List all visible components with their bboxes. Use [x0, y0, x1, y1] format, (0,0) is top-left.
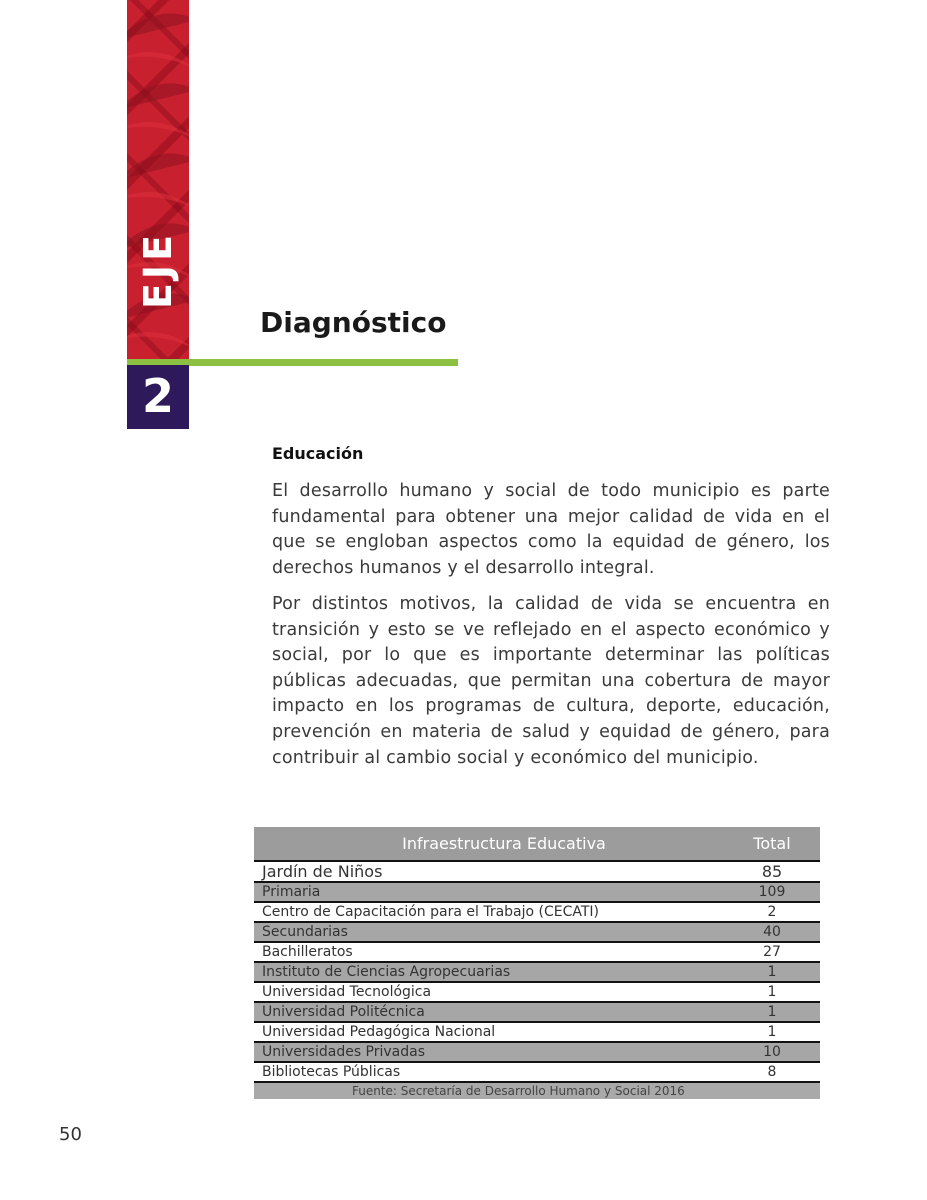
table-row: [254, 941, 820, 961]
row-value: 40: [763, 924, 781, 940]
table-row: [254, 901, 820, 921]
axis-number: 2: [141, 369, 174, 423]
row-label: Universidades Privadas: [262, 1044, 426, 1060]
table-row: [254, 860, 820, 881]
table-row: [254, 1041, 820, 1061]
row-value: 1: [767, 1024, 777, 1040]
row-label: Jardín de Niños: [262, 862, 383, 881]
section-heading: Educación: [272, 444, 364, 463]
row-label: Instituto de Ciencias Agropecuarias: [262, 964, 511, 980]
row-label: Centro de Capacitación para el Trabajo (CECATI): [262, 904, 600, 920]
row-label: Bibliotecas Públicas: [262, 1064, 401, 1080]
table-row: [254, 1001, 820, 1021]
table-header: [254, 827, 820, 860]
table-row: [254, 1061, 820, 1081]
row-label: Universidad Tecnológica: [262, 984, 432, 1000]
row-label: Universidad Politécnica: [262, 1004, 425, 1020]
row-value: 85: [761, 862, 783, 881]
table-row: [254, 1021, 820, 1041]
table-row: [254, 981, 820, 1001]
paragraph-1: El desarrollo humano y social de todo municipio es parte fundamental para obtener una mejor calidad de vida en el que se engloban aspectos como la equidad de género, los derechos humanos y el desarrollo integral.: [272, 481, 830, 578]
header-infraestructura: Infraestructura Educativa: [402, 834, 606, 853]
row-value: 1: [767, 984, 777, 1000]
row-value: 10: [763, 1044, 781, 1060]
axis-label: EJE: [136, 230, 180, 310]
paragraph-2: Por distintos motivos, la calidad de vida se encuentra en transición y esto se ve reflejado en el aspecto económico y social, por lo que es importante determinar las políticas públicas adecuadas, que permitan una cobertura de mayor impacto en los programas de cultura, deporte, educación, prevención en materia de salud y equidad de género, para contribuir al cambio social y económico del municipio.: [272, 594, 830, 768]
row-label: Universidad Pedagógica Nacional: [262, 1024, 496, 1040]
row-value: 1: [767, 964, 777, 980]
row-value: 27: [763, 944, 781, 960]
table-source: Fuente: Secretaría de Desarrollo Humano y Social 2016: [254, 1081, 820, 1099]
row-value: 109: [758, 884, 786, 900]
infrastructure-table: [254, 827, 820, 1099]
row-value: 2: [767, 904, 777, 920]
axis-number-box: [127, 365, 189, 429]
table-row: [254, 921, 820, 941]
row-label: Secundarias: [262, 924, 348, 940]
page-number: 50: [59, 1124, 82, 1145]
header-total: Total: [753, 834, 791, 853]
table-row: [254, 881, 820, 901]
row-value: 1: [767, 1004, 777, 1020]
row-label: Primaria: [262, 884, 321, 900]
row-value: 8: [767, 1064, 777, 1080]
row-label: Bachilleratos: [262, 944, 353, 960]
page-title: Diagnóstico: [260, 306, 447, 339]
table-row: [254, 961, 820, 981]
